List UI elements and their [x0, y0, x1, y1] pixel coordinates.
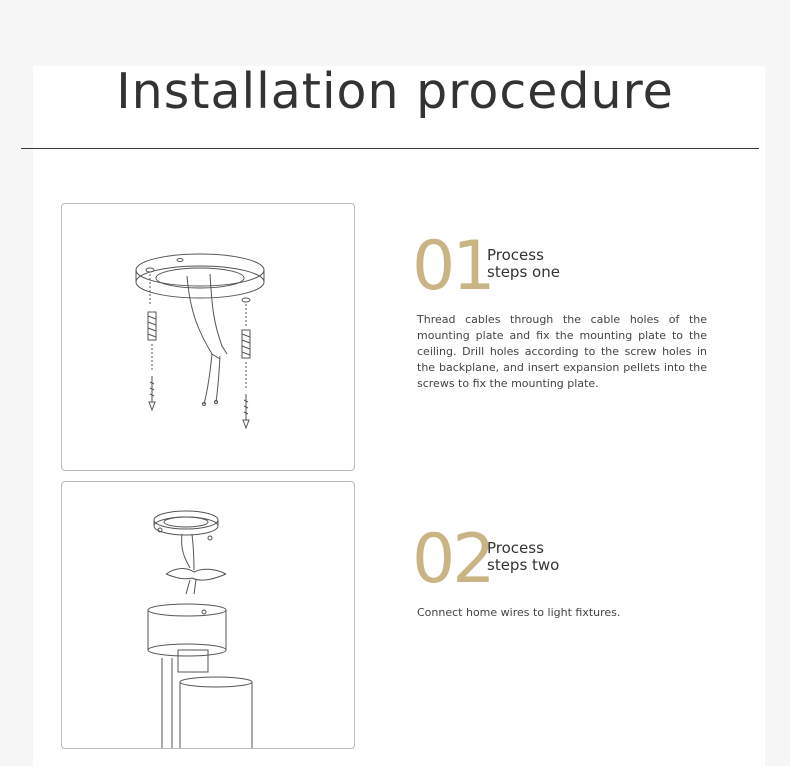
title-divider	[21, 148, 759, 149]
step-two-illustration-panel	[61, 481, 355, 749]
step-description-one: Thread cables through the cable holes of the mounting plate and fix the mounting plate to the ceiling. Drill holes according to the screw holes in the backplane, and insert expansion pellets into the screws to fix the mounting plate.	[417, 313, 707, 390]
step-label-line2: steps two	[487, 556, 560, 574]
step-one-illustration-panel	[61, 203, 355, 471]
step-label-line1: Process	[487, 246, 544, 264]
step-description-two: Connect home wires to light fixtures.	[417, 606, 621, 619]
step-label-line1: Process	[487, 539, 544, 557]
page-title: Installation procedure	[116, 63, 674, 120]
wire-connection-illustration	[62, 482, 354, 748]
step-label-line2: steps one	[487, 263, 560, 281]
mounting-plate-screws-illustration	[62, 204, 354, 470]
step-number-one: 01	[412, 227, 493, 306]
step-number-two: 02	[412, 520, 493, 599]
step-label-one	[487, 247, 560, 281]
step-label-two	[487, 540, 559, 574]
